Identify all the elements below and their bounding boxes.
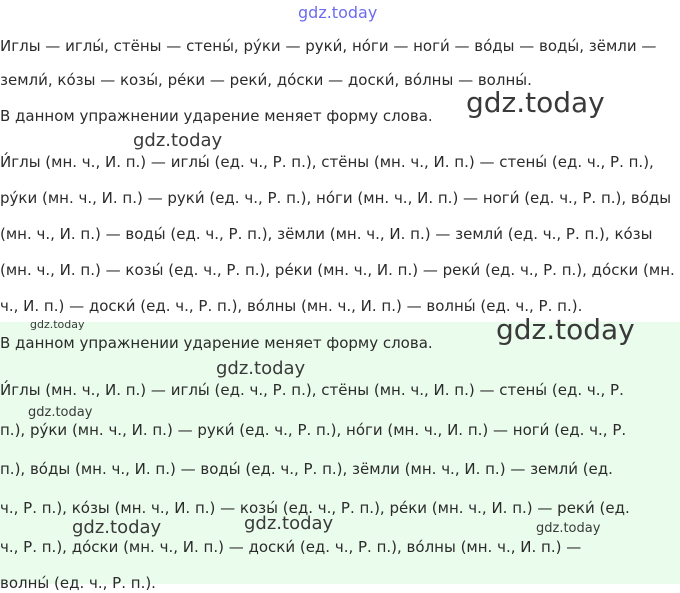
text-line: Иглы — иглы́, стёны — стены́, ру́ки — руки́, но́ги — ноги́ — во́ды — воды́, зёмли — [0, 37, 657, 55]
text-line: И́глы (мн. ч., И. п.) — иглы́ (ед. ч., Р. п.), стёны (мн. ч., И. п.) — стены́ (ед. ч., Р. п.), [0, 153, 654, 171]
watermark: gdz.today [298, 3, 378, 22]
text-line: ру́ки (мн. ч., И. п.) — руки́ (ед. ч., Р. п.), но́ги (мн. ч., И. п.) — ноги́ (ед. ч., Р. п.), во́ды [0, 189, 672, 207]
watermark: gdz.today [466, 86, 605, 119]
watermark: gdz.today [496, 313, 635, 346]
text-line: И́глы (мн. ч., И. п.) — иглы́ (ед. ч., Р. п.), стёны (мн. ч., И. п.) — стены́ (ед. ч., Р. [0, 381, 624, 399]
watermark: gdz.today [133, 130, 223, 151]
text-line: земли́, ко́зы — козы́, ре́ки — реки́, до́ски — доски́, во́лны — волны́. [0, 71, 532, 89]
watermark: gdz.today [536, 521, 601, 536]
text-line: ч., Р. п.), до́ски (мн. ч., И. п.) — доски́ (ед. ч., Р. п.), во́лны (мн. ч., И. п.) — [0, 538, 582, 556]
text-line: (мн. ч., И. п.) — козы́ (ед. ч., Р. п.), ре́ки (мн. ч., И. п.) — реки́ (ед. ч., Р. п.), до́ски (мн. [0, 261, 675, 279]
watermark: gdz.today [72, 517, 162, 538]
watermark: gdz.today [244, 513, 334, 534]
text-line: п.), ру́ки (мн. ч., И. п.) — руки́ (ед. ч., Р. п.), но́ги (мн. ч., И. п.) — ноги́ (ед. ч., Р. [0, 421, 627, 439]
watermark: gdz.today [216, 358, 306, 379]
text-line: ч., Р. п.), ко́зы (мн. ч., И. п.) — козы́ (ед. ч., Р. п.), ре́ки (мн. ч., И. п.) — реки́ (ед. [0, 499, 630, 517]
text-line: ч., И. п.) — доски́ (ед. ч., Р. п.), во́лны (мн. ч., И. п.) — волны́ (ед. ч., Р. п.). [0, 297, 583, 315]
text-line: В данном упражнении ударение меняет форму слова. [0, 107, 433, 125]
text-line: (мн. ч., И. п.) — воды́ (ед. ч., Р. п.), зёмли (мн. ч., И. п.) — земли́ (ед. ч., Р. п.), ко́зы [0, 225, 653, 243]
watermark: gdz.today [28, 405, 93, 420]
text-line: п.), во́ды (мн. ч., И. п.) — воды́ (ед. ч., Р. п.), зёмли (мн. ч., И. п.) — земли́ (ед. [0, 460, 613, 478]
watermark: gdz.today [30, 318, 85, 331]
text-line: В данном упражнении ударение меняет форму слова. [0, 334, 433, 352]
text-line: волны́ (ед. ч., Р. п.). [0, 574, 156, 592]
